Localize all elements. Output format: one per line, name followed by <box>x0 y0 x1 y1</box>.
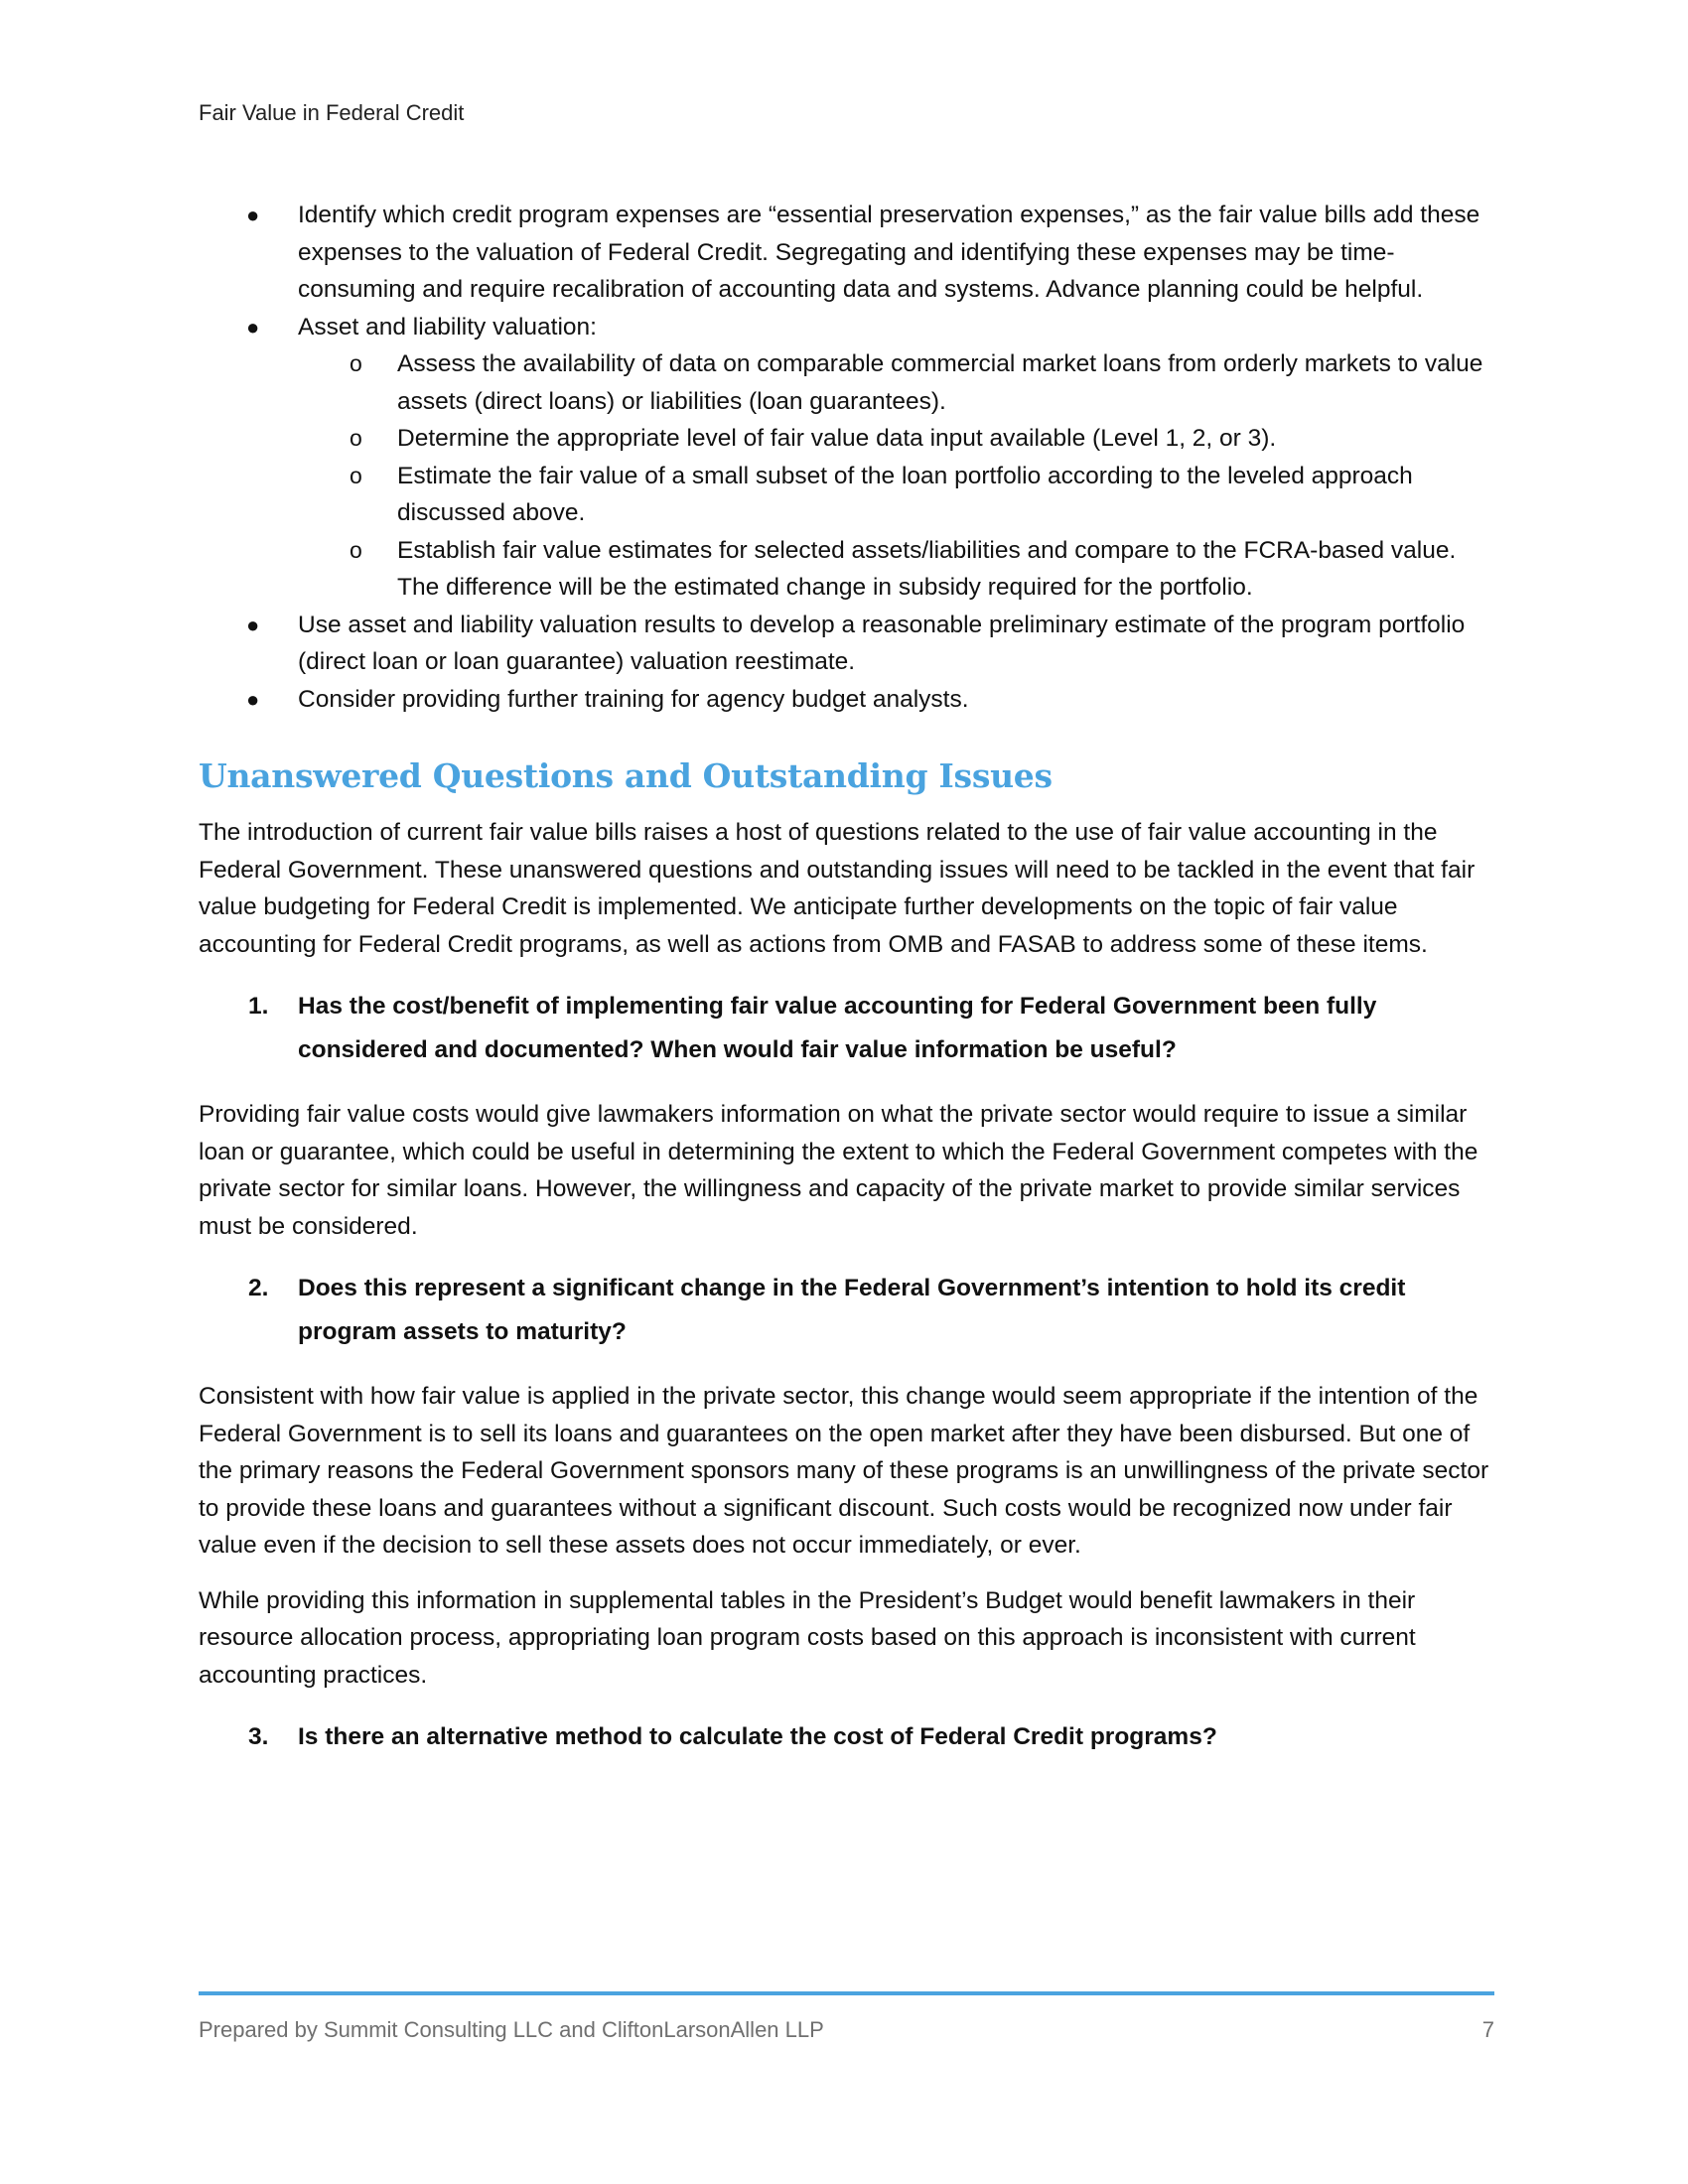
bullet-icon: ● <box>246 203 260 227</box>
hollow-bullet-icon: o <box>350 350 362 376</box>
sub-bullet-text: Establish fair value estimates for selected assets/liabilities and compare to the FCRA-based value. The difference will be the estimated change in subsidy required for the portfolio. <box>397 536 1457 601</box>
page-header-title: Fair Value in Federal Credit <box>199 100 465 125</box>
answer-paragraph: While providing this information in supplemental tables in the President’s Budget would benefit lawmakers in their resource allocation process, appropriating loan program costs based on this approach is inconsistent with current accounting practices. <box>199 1586 1416 1689</box>
question-3 <box>199 1715 1494 1759</box>
question-text: Is there an alternative method to calculate the cost of Federal Credit programs? <box>298 1723 1217 1750</box>
bullet-item <box>199 197 1494 309</box>
hollow-bullet-icon: o <box>350 425 362 451</box>
hollow-bullet-icon: o <box>350 536 362 563</box>
sub-bullet-item <box>298 458 1494 532</box>
question-number: 1. <box>248 993 269 1020</box>
answer-paragraph: Consistent with how fair value is applied in the private sector, this change would seem appropriate if the intention of the Federal Government is to sell its loans and guarantees on the open market after they have been disbursed. But one of the primary reasons the Federal Government sponsors many of these programs is an unwillingness of the private sector to provide these loans and guarantees without a significant discount. Such costs would be recognized now under fair value even if the decision to sell these assets does not occur immediately, or ever. <box>199 1383 1489 1559</box>
question-number: 3. <box>248 1723 269 1750</box>
bullet-item <box>199 607 1494 681</box>
hollow-bullet-icon: o <box>350 462 362 488</box>
question-number: 2. <box>248 1275 269 1301</box>
bullet-text: Use asset and liability valuation results to develop a reasonable preliminary estimate of the program portfolio (direct loan or loan guarantee) valuation reestimate. <box>298 611 1466 675</box>
footer-prepared-by: Prepared by Summit Consulting LLC and CliftonLarsonAllen LLP <box>199 2017 824 2042</box>
answer-paragraph: Providing fair value costs would give lawmakers information on what the private sector would require to issue a similar loan or guarantee, which could be useful in determining the extent to which the Federal Government competes with the private sector for similar loans. However, the willingness and capacity of the private market to provide similar services must be considered. <box>199 1101 1478 1240</box>
question-1 <box>199 985 1494 1072</box>
sub-bullet-item <box>298 420 1494 458</box>
bullet-icon: ● <box>246 686 260 712</box>
bullet-text: Asset and liability valuation: <box>298 313 597 341</box>
sub-bullet-text: Determine the appropriate level of fair value data input available (Level 1, 2, or 3). <box>397 425 1277 452</box>
question-2 <box>199 1267 1494 1354</box>
sub-bullet-text: Assess the availability of data on comparable commercial market loans from orderly markets to value assets (direct loans) or liabilities (loan guarantees). <box>397 350 1483 415</box>
sub-bullet-text: Estimate the fair value of a small subset of the loan portfolio according to the leveled approach discussed above. <box>397 462 1413 526</box>
question-text: Has the cost/benefit of implementing fair value accounting for Federal Government been fully considered and documented? When would fair value information be useful? <box>298 993 1377 1063</box>
bullet-list <box>199 197 1494 718</box>
section-intro: The introduction of current fair value bills raises a host of questions related to the use of fair value accounting in the Federal Government. These unanswered questions and outstanding issues will need to be tackled in the event that fair value budgeting for Federal Credit is implemented. We anticipate further developments on the topic of fair value accounting for Federal Credit programs, as well as actions from OMB and FASAB to address some of these items. <box>199 819 1476 958</box>
sub-bullet-item <box>298 345 1494 420</box>
bullet-item <box>199 681 1494 719</box>
sub-bullet-item <box>298 532 1494 607</box>
bullet-item <box>199 309 1494 607</box>
page-number: 7 <box>1481 2017 1494 2042</box>
bullet-icon: ● <box>246 612 260 637</box>
bullet-text: Consider providing further training for agency budget analysts. <box>298 685 969 713</box>
section-heading: Unanswered Questions and Outstanding Issues <box>199 756 1053 795</box>
bullet-icon: ● <box>246 314 260 340</box>
sub-bullet-list <box>298 345 1494 607</box>
question-text: Does this represent a significant change in the Federal Government’s intention to hold its credit program assets to maturity? <box>298 1275 1406 1345</box>
footer-divider <box>199 1991 1494 1995</box>
page-content <box>199 197 1494 1783</box>
bullet-text: Identify which credit program expenses are “essential preservation expenses,” as the fair value bills add these expenses to the valuation of Federal Credit. Segregating and identifying these expenses may be time-consuming and require recalibration of accounting data and systems. Advance planning could be helpful. <box>298 202 1480 303</box>
